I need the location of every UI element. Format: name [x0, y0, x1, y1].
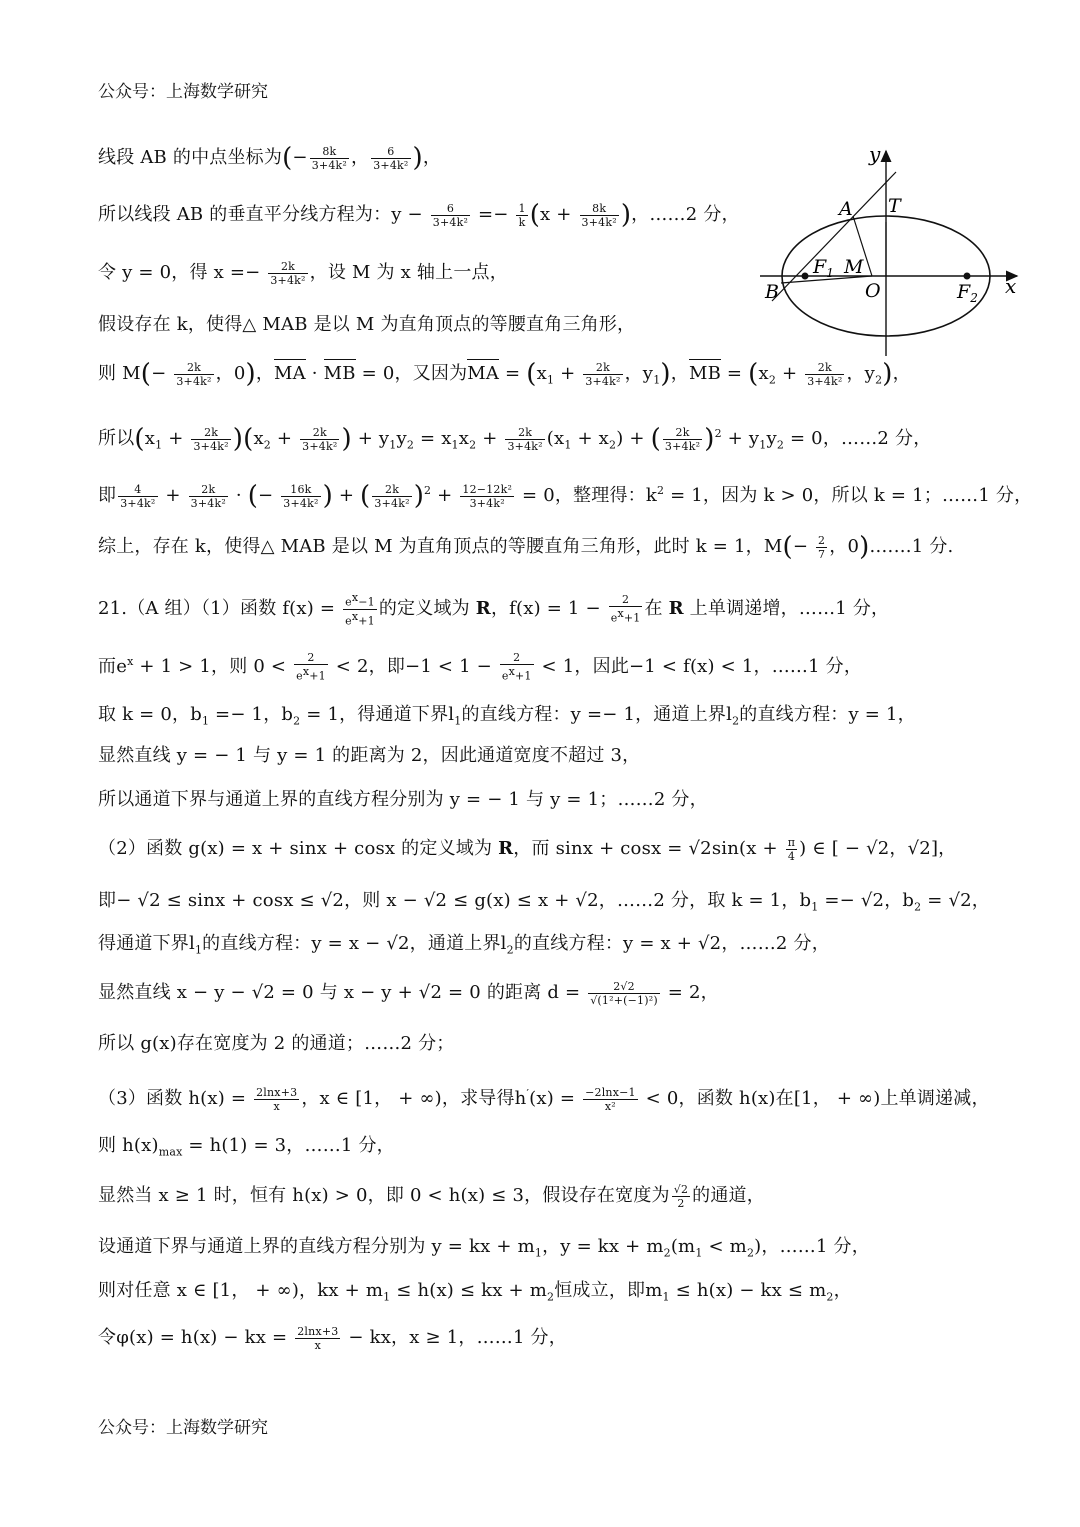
solution-line: 所以 g(x)存在宽度为 2 的通道；……2 分； [98, 1033, 455, 1054]
label-T: T [888, 195, 901, 217]
solution-line: 则 $h(x)_{max} = h(1) = 3$，……1 分， [98, 1135, 395, 1159]
solution-line: 则对任意 x ∈ [1， + ∞)，kx + $m_1 \le h(x)$ ≤ kx + $m_2$恒成立，即$m_1 \le h(x)$ − kx ≤ $m_2$， [98, 1280, 852, 1304]
solution-line: 综上，存在 k，使得△ MAB 是以 M 为直角顶点的等腰直角三角形，此时 k = 1，M(− $\frac{2}{7}$ ，0).……1 分. [98, 532, 954, 562]
solution-line: 则 M(− $\frac{2k}{\text{3+4k²}}$ ，0)，MA · MB = 0，又因为MA = ($x_1$ + $\frac{2k}{\text{3+4k²}}$ ，$y_1$)，MB = ($x_2$ + $\frac{2k}{\text{3+4k²}}$ ，$y_2$)， [98, 359, 911, 389]
solution-line: 显然当 x ≥ 1 时，恒有 h(x) > 0，即 0 < h(x) ≤ 3，假设存在宽度为 $\frac{√2}{2}$ 的通道， [98, 1182, 765, 1210]
solution-line: 即− √2 ≤ sinx + cosx ≤ √2，则 x − √2 ≤ g(x) ≤ x + √2，……2 分，取 k = 1，$b_1 =- √2$，$b_2 = √2$， [98, 890, 990, 914]
solution-line: 显然直线 x − y − √2 = 0 与 x − y + √2 = 0 的距离 d = $\frac{2√2}{\text{√(1²+(−1)²)}}$ = 2， [98, 979, 719, 1007]
solution-line: 取 k = 0，$b_1 =- 1$，$b_2 = 1$，得通道下界$l_1$的直线方程：y =− 1，通道上界$l_2$的直线方程：y = 1， [98, 704, 916, 728]
solution-line: 线段 AB 的中点坐标为(− $\frac{8k}{\text{3+4k²}}$ ， $\frac{6}{\text{3+4k²}}$ )， [98, 143, 442, 173]
solution-line: 假设存在 k，使得△ MAB 是以 M 为直角顶点的等腰直角三角形， [98, 314, 636, 335]
solution-line: 得通道下界$l_1$的直线方程：y = x − √2，通道上界$l_2$的直线方程：y = x + √2，……2 分， [98, 933, 830, 957]
solution-line: 所以线段 AB 的垂直平分线方程为：y − $\frac{6}{\text{3+4k²}}$ =− $\frac{1}{k}$ (x + $\frac{8k}{\text{3+4k²}}$ )，……2 分， [98, 200, 740, 230]
solution-line: 显然直线 y = − 1 与 y = 1 的距离为 2，因此通道宽度不超过 3， [98, 745, 641, 766]
solution-line: 设通道下界与通道上界的直线方程分别为 y = kx + $m_1$，y = kx + $m_2(m_1 < m_2)$，……1 分， [98, 1236, 870, 1260]
label-F1: $F_1$ [813, 256, 834, 280]
solution-line: 所以通道下界与通道上界的直线方程分别为 y = − 1 与 y = 1；……2 分， [98, 789, 708, 810]
solution-line: 而$e^x + 1 > 1$，则 0 < $\frac{2}{e^x+1}$ < 2，即−1 < 1 − $\frac{2}{e^x+1}$ < 1，因此−1 < f(x) < 1，……1 分， [98, 651, 863, 683]
page-header: 公众号：上海数学研究 [98, 82, 268, 102]
solution-line: 令 y = 0，得 x =− $\frac{2k}{\text{3+4k²}}$ ，设 M 为 x 轴上一点， [98, 259, 508, 287]
label-F2: $F_2$ [957, 281, 978, 305]
label-O: O [865, 280, 881, 302]
label-A: A [839, 198, 853, 220]
solution-line: 所以($x_1$ + $\frac{2k}{\text{3+4k²}}$ )($x_2$ + $\frac{2k}{\text{3+4k²}}$ ) + $y_1y_2 = x_1x_2$ + $\frac{2k}{\text{3+4k²}}$ $(x_1 + x_2)$ + ( $\frac{2k}{\text{3+4k²}}$ )$^2 + y_1y_2 = 0$，……2 分， [98, 424, 932, 454]
solution-line: （3）函数 h(x) = $\frac{2\ln x+3}{x}$ ，x ∈ [1， + ∞)，求导得h′(x) = $\frac{-2\ln x-1}{\text{x²}}$ < 0，函数 h(x)在[1， + ∞)上单调递减， [98, 1085, 990, 1113]
solution-line: （2）函数 g(x) = x + sinx + cosx 的定义域为 R，而 sinx + cosx = √2sin(x + $\frac{\pi}{4}$ ) ∈ [ − √2，√2]， [98, 835, 957, 863]
label-x: x [1005, 274, 1017, 298]
point-F2 [964, 273, 971, 280]
label-y: y [869, 143, 881, 166]
page-footer: 公众号：上海数学研究 [98, 1418, 268, 1438]
ellipse-diagram [755, 143, 1025, 363]
label-M: M [844, 256, 864, 278]
solution-line: 即 $\frac{4}{\text{3+4k²}}$ + $\frac{2k}{\text{3+4k²}}$ · (− $\frac{16k}{\text{3+4k²}}$ ) + ( $\frac{2k}{\text{3+4k²}}$ )$^2$ + $\frac{\text{12−12k²}}{\text{3+4k²}}$ = 0，整理得：$k^2 = 1$，因为 k > 0，所以 k = 1；……1 分， [98, 481, 1033, 511]
point-F1 [802, 273, 809, 280]
solution-line: 21.（A 组）（1）函数 f(x) = $\frac{e^x-1}{e^x+1}$ 的定义域为 R，f(x) = 1 − $\frac{2}{e^x+1}$ 在 R 上单调递增，……1 分， [98, 591, 890, 628]
solution-line: 令φ(x) = h(x) − kx = $\frac{2\ln x+3}{x}$ − kx，x ≥ 1，……1 分， [98, 1324, 567, 1352]
label-B: B [765, 281, 779, 303]
